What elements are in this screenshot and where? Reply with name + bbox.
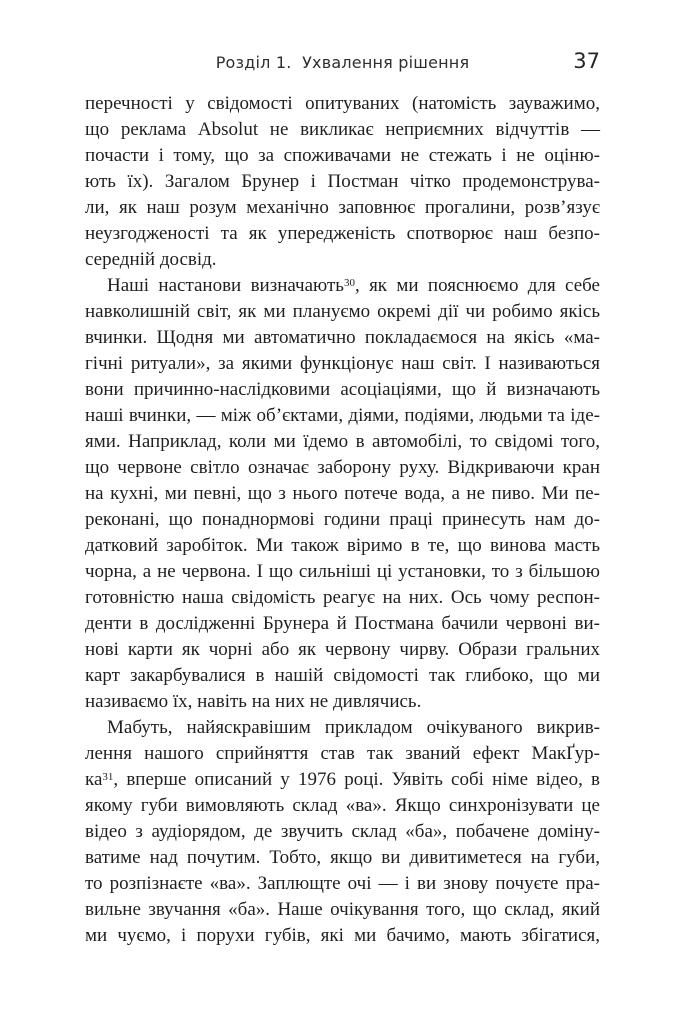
text-line: ватиме над почутим. Тобто, якщо ви дивитиметеся на губи, (85, 847, 600, 868)
text-line: перечності у свідомості опитуваних (натомість зауважимо, (85, 93, 600, 114)
text-line: ють їх). Загалом Брунер і Постман чітко продемонструва- (85, 171, 600, 192)
text-line: що червоне світло означає заборону руху. Відкриваючи кран (85, 457, 600, 478)
text-line: Мабуть, найяскравішим прикладом очікуваного викрив- (107, 717, 600, 738)
text-line: середній досвід. (85, 249, 217, 270)
paragraph (85, 91, 600, 273)
text-line: відео з аудіорядом, де звучить склад «ба», побачене доміну- (85, 821, 600, 842)
text-line: ями. Наприклад, коли ми їдемо в автомобілі, то свідомі того, (85, 431, 600, 452)
footnote-reference: 30 (343, 277, 355, 290)
text-line: готовністю наша свідомість реагує на них. Ось чому респон- (85, 587, 600, 608)
text-line: то розпізнаєте «ва». Заплющте очі — і ви знову почуєте пра- (85, 873, 600, 894)
paragraph (85, 273, 600, 715)
text-line: лення нашого сприйняття став так званий ефект МакҐур- (85, 743, 600, 764)
text-line: нові карти як чорні або як червону чирву. Образи гральних (85, 639, 600, 660)
text-line: $ка^{31}$, вперше описаний у 1976 році. Уявіть собі німе відео, в (85, 769, 600, 790)
text-line: на кухні, ми певні, що з нього потече вода, а не пиво. Ми пе- (85, 483, 600, 504)
text-line: денти в дослідженні Брунера й Постмана бачили червоні ви- (85, 613, 600, 634)
text-line: наші вчинки, — між об’єктами, діями, подіями, людьми та іде- (85, 405, 600, 426)
text-line: реконані, що понаднормові години праці принесуть нам до- (85, 509, 600, 530)
text-line: вильне звучання «ба». Наше очікування того, що склад, який (85, 899, 600, 920)
text-line: карт закарбувалися в нашій свідомості так глибоко, що ми (85, 665, 600, 686)
text-line: Наші настанови визначають$^{30}$, як ми пояснюємо для себе (107, 275, 600, 296)
text-line: чорна, а не червона. І що сильніші ці установки, то з більшою (85, 561, 600, 582)
text-line: датковий заробіток. Ми також віримо в те, що винова масть (85, 535, 600, 556)
text-line: почасти і тому, що за споживачами не стежать і не оціню- (85, 145, 600, 166)
text-line: неузгодженості та як упередженість спотворює наш безпо- (85, 223, 600, 244)
text-line: ли, як наш розум механічно заповнює прогалини, розв’язує (85, 197, 600, 218)
text-line: що реклама Absolut не викликає неприємних відчуттів — (85, 119, 600, 140)
paragraph (85, 715, 600, 949)
page-number: 37 (573, 49, 600, 73)
footnote-reference: 31 (102, 771, 114, 784)
page-header (85, 49, 600, 75)
text-line: ми чуємо, і порухи губів, які ми бачимо, мають збігатися, (85, 925, 600, 946)
text-line: гічні ритуали», за якими функціонує наш світ. І називаються (85, 353, 600, 374)
text-line: вони причинно-наслідковими асоціаціями, що й визначають (85, 379, 600, 400)
running-title: Розділ 1. Ухвалення рішення (215, 53, 470, 72)
body-text (85, 91, 600, 949)
text-line: називаємо їх, навіть на них не дивлячись. (85, 691, 422, 712)
text-line: вчинки. Щодня ми автоматично покладаємося на якісь «ма- (85, 327, 600, 348)
text-line: навколишній світ, як ми плануємо окремі дії чи робимо якісь (85, 301, 600, 322)
text-line: якому губи вимовляють склад «ва». Якщо синхронізувати це (85, 795, 600, 816)
